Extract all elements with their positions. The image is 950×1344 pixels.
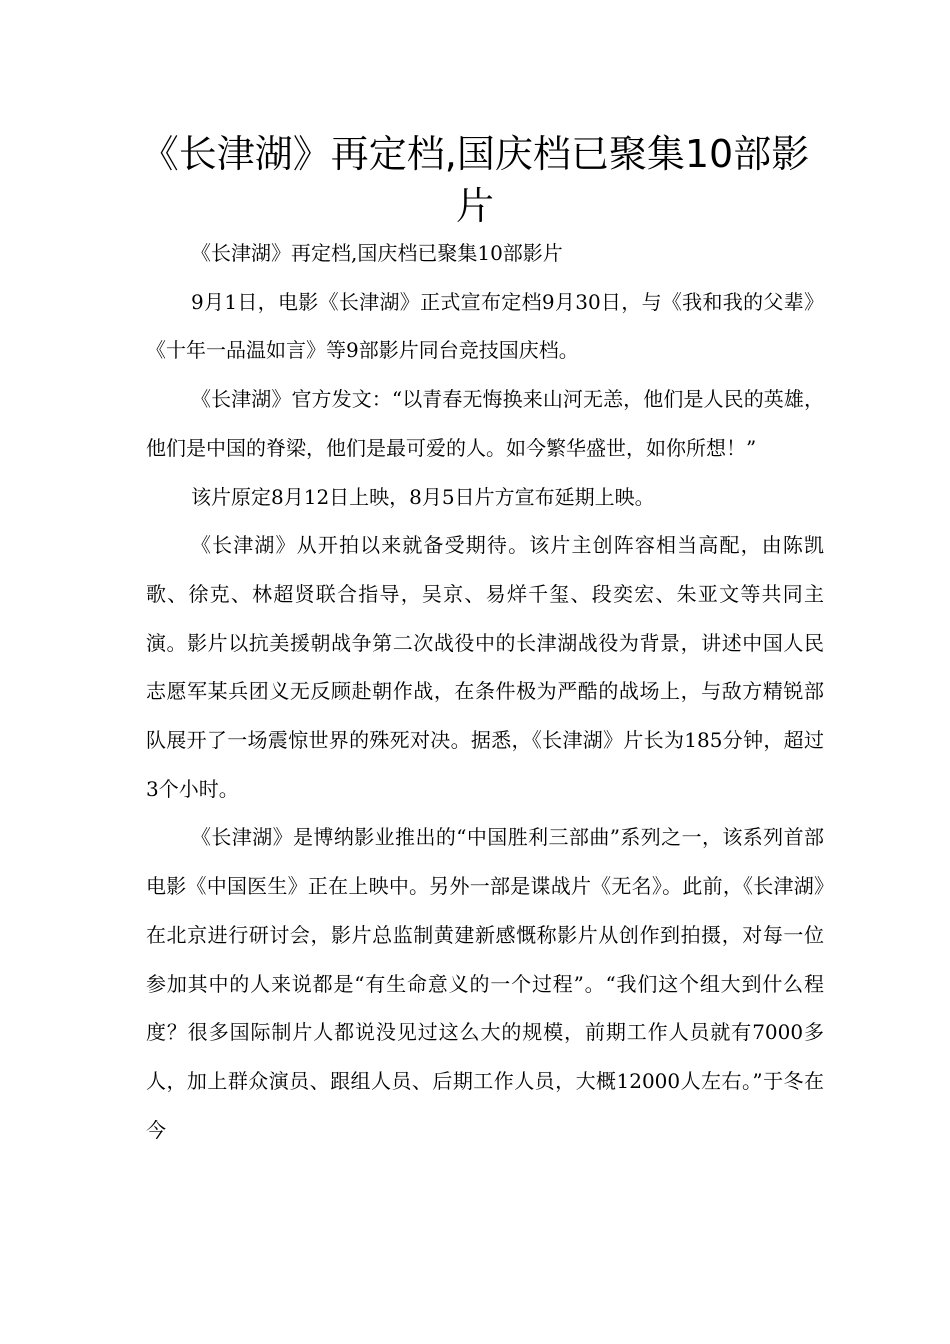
paragraph-release-date: 9月1日，电影《长津湖》正式宣布定档9月30日，与《我和我的父辈》《十年一品温如言》等9部影片同台竞技国庆档。 bbox=[146, 289, 824, 363]
paragraph-trilogy: 《长津湖》是博纳影业推出的“中国胜利三部曲”系列之一，该系列首部电影《中国医生》正在上映中。另外一部是谍战片《无名》。此前，《长津湖》在北京进行研讨会，影片总监制黄建新感慨称影片从创作到拍摄，对每一位参加其中的人来说都是“有生命意义的一个过程”。“我们这个组大到什么程度？很多国际制片人都说没见过这么大的规模，前期工作人员就有7000多人，加上群众演员、跟组人员、后期工作人员，大概12000人左右。”于冬在今 bbox=[146, 825, 824, 1142]
document-body bbox=[146, 229, 824, 1154]
document-title: 《长津湖》再定档,国庆档已聚集10部影片 bbox=[140, 132, 810, 228]
paragraph-original-schedule: 该片原定8月12日上映，8月5日片方宣布延期上映。 bbox=[191, 484, 655, 509]
paragraph-film-details: 《长津湖》从开拍以来就备受期待。该片主创阵容相当高配，由陈凯歌、徐克、林超贤联合指导，吴京、易烊千玺、段奕宏、朱亚文等共同主演。影片以抗美援朝战争第二次战役中的长津湖战役为背景，讲述中国人民志愿军某兵团义无反顾赴朝作战，在条件极为严酷的战场上，与敌方精锐部队展开了一场震惊世界的殊死对决。据悉，《长津湖》片长为185分钟，超过3个小时。 bbox=[146, 533, 824, 801]
paragraph-repeat-title: 《长津湖》再定档,国庆档已聚集10部影片 bbox=[191, 241, 563, 265]
paragraph-official-statement: 《长津湖》官方发文：“以青春无悔换来山河无恙，他们是人民的英雄，他们是中国的脊梁，他们是最可爱的人。如今繁华盛世，如你所想！” bbox=[146, 387, 824, 460]
